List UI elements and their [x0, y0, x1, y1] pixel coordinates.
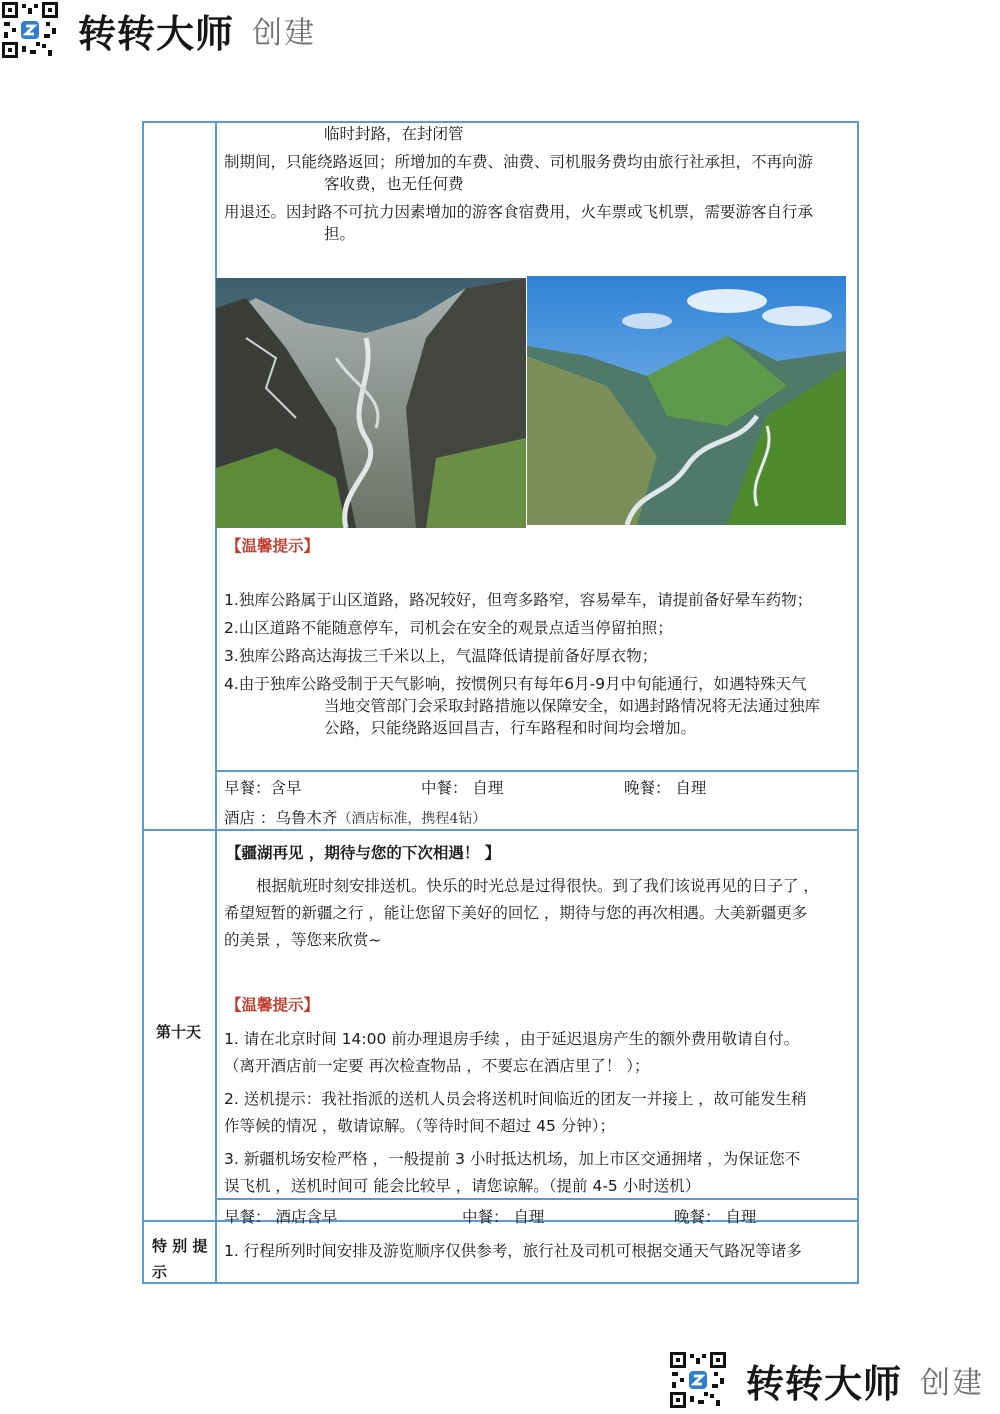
day9-intro-line: 客收费，也无任何费	[324, 175, 464, 193]
photo-mountain-road-canyon	[216, 278, 526, 528]
day10-tip-item: （离开酒店前一定要 再次检查物品 ，不要忘在酒店里了！ ）；	[224, 1057, 650, 1075]
day10-tip-item: 3. 新疆机场安检严格 ，一般提前 3 小时抵达机场，加上市区交通拥堵 ，为保证您不	[224, 1150, 801, 1168]
special-label-line1: 特 别 提	[152, 1237, 208, 1255]
day9-lunch: 中餐： 自理	[421, 779, 504, 797]
brand-name: 转转大师	[746, 1361, 903, 1406]
day9-tip-item: 当地交管部门会采取封路措施以保障安全，如遇封路情况将无法通过独库	[324, 697, 821, 715]
day10-dinner: 晚餐： 自理	[674, 1208, 757, 1226]
day9-intro-line: 临时封路，在封闭管	[324, 125, 464, 143]
photo-green-valley-road	[527, 276, 846, 525]
day9-intro-line: 担。	[324, 225, 356, 243]
day10-desc-line: 根据航班时刻安排送机。快乐的时光总是过得很快。到了我们该说再见的日子了 ，	[256, 877, 819, 895]
day9-tip-item: 公路，只能绕路返回昌吉，行车路程和时间均会增加。	[324, 719, 697, 737]
day9-tip-item: 4.由于独库公路受制于天气影响，按惯例只有每年6月-9月中旬能通行，如遇特殊天气	[224, 675, 807, 693]
itinerary-table	[142, 121, 859, 1284]
brand-name: 转转大师	[78, 11, 235, 56]
watermark-bottom	[670, 1352, 984, 1408]
day10-desc-line: 希望短暂的新疆之行 ，能让您留下美好的回忆 ，期待与您的再次相遇。大美新疆更多	[224, 904, 808, 922]
day9-intro-line: 制期间，只能绕路返回；所增加的车费、油费、司机服务费均由旅行社承担，不再向游	[224, 153, 814, 171]
day9-dinner: 晚餐： 自理	[624, 779, 707, 797]
row-divider-day10-meals	[215, 1198, 859, 1200]
day9-breakfast: 早餐：含早	[224, 779, 302, 797]
brand-create-label: 创建	[252, 16, 317, 51]
day10-title: 【疆湖再见 ，期待与您的下次相遇！ 】	[226, 844, 501, 862]
day9-tip-title: 【温馨提示】	[226, 537, 320, 555]
day10-tip-title: 【温馨提示】	[226, 996, 320, 1014]
day10-label: 第十天	[156, 1023, 202, 1041]
qr-code-icon	[670, 1352, 726, 1408]
day10-desc-line: 的美景 ，等您来欣赏~	[224, 931, 382, 949]
row-divider-day9-meals	[215, 770, 859, 772]
watermark-top	[2, 2, 316, 58]
day10-tip-item: 作等候的情况 ，敬请谅解。（等待时间不超过 45 分钟）；	[224, 1117, 616, 1135]
day9-tip-item: 3.独库公路高达海拔三千米以上，气温降低请提前备好厚衣物；	[224, 647, 658, 665]
day9-hotel-label: 酒店 ：乌鲁木齐	[224, 809, 338, 827]
day9-hotel	[224, 807, 486, 830]
special-note-text: 1. 行程所列时间安排及游览顺序仅供参考，旅行社及司机可根据交通天气路况等诸多	[224, 1242, 802, 1260]
day10-breakfast: 早餐： 酒店含早	[224, 1208, 338, 1226]
day10-tip-item: 误飞机 ，送机时间可 能会比较早 ，请您谅解。（提前 4-5 小时送机）	[224, 1177, 701, 1195]
brand-create-label: 创建	[920, 1366, 985, 1401]
day9-hotel-note: （酒店标准，携程4钻）	[337, 811, 487, 827]
special-label-line2: 示	[152, 1263, 168, 1281]
day9-tip-item: 1.独库公路属于山区道路，路况较好，但弯多路窄，容易晕车，请提前备好晕车药物；	[224, 591, 813, 609]
day10-lunch: 中餐： 自理	[462, 1208, 545, 1226]
day9-intro-line: 用退还。因封路不可抗力因素增加的游客食宿费用，火车票或飞机票，需要游客自行承	[224, 203, 814, 221]
day9-tip-item: 2.山区道路不能随意停车，司机会在安全的观景点适当停留拍照；	[224, 619, 673, 637]
day10-tip-item: 2. 送机提示：我社指派的送机人员会将送机时间临近的团友一并接上 ，故可能发生稍	[224, 1090, 807, 1108]
qr-code-icon	[2, 2, 58, 58]
day10-tip-item: 1. 请在北京时间 14:00 前办理退房手续 ，由于延迟退房产生的额外费用敬请自付。	[224, 1030, 800, 1048]
